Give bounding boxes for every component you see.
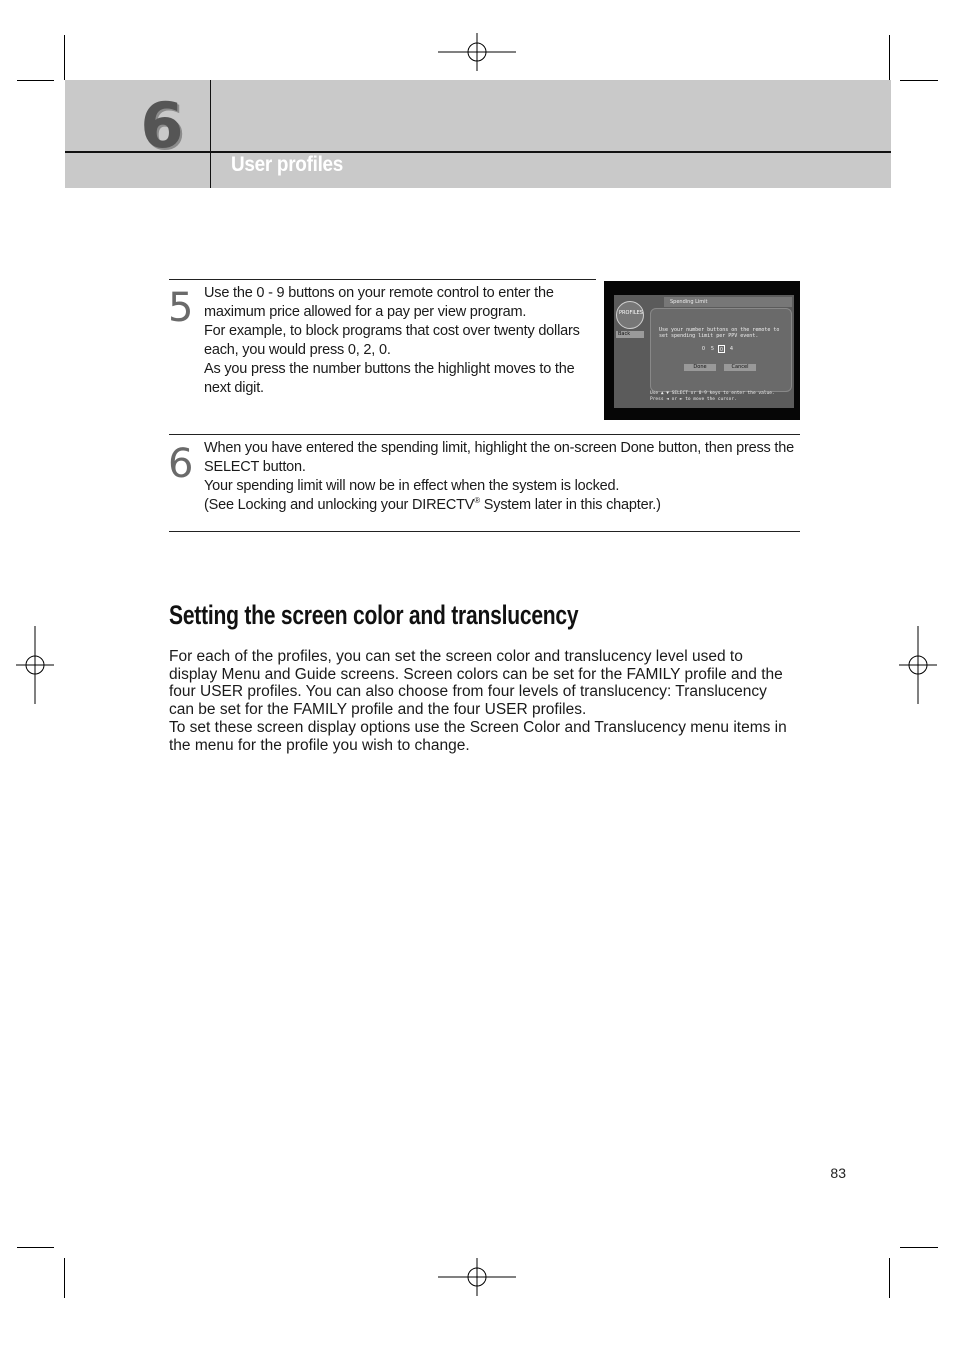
registration-mark-bottom-icon — [438, 1258, 516, 1296]
step-5-text — [204, 284, 592, 398]
crop-mark-top-left-horizontal — [17, 80, 54, 81]
screenshot-digit: 5 — [710, 346, 715, 352]
crop-mark-top-right-horizontal — [900, 80, 938, 81]
section-title: User profiles — [231, 153, 344, 176]
section-body — [169, 648, 789, 754]
crop-mark-bottom-right-horizontal — [900, 1247, 938, 1248]
page-number: 83 — [830, 1165, 846, 1181]
section-paragraph: For each of the profiles, you can set the screen color and translucency level used to display Menu and Guide screens. Screen colors can be set for the FAMILY profile and the four USER profiles. You can also choose from four levels of translucency: Translucency can be set for the FAMILY profile and the four USER profiles. — [169, 648, 783, 719]
step-5-paragraph: For example, to block programs that cost over twenty dollars each, you would press 0, 2, 0. — [204, 323, 580, 358]
spending-limit-screenshot — [604, 281, 800, 420]
screenshot-message: Use your number buttons on the remote to set spending limit per PPV event. — [659, 327, 780, 339]
screenshot-cancel-button: Cancel — [724, 364, 756, 371]
step-6-paragraph: When you have entered the spending limit, highlight the on-screen Done button, then press the SELECT button. — [204, 440, 794, 475]
step-6-paragraph: Your spending limit will now be in effect when the system is locked. — [204, 478, 620, 494]
step-6-note — [204, 496, 796, 515]
step-6-top-rule — [169, 434, 800, 435]
registration-mark-right-icon — [899, 626, 937, 704]
section-paragraph: To set these screen display options use the Screen Color and Translucency menu items in the menu for the profile you wish to change. — [169, 718, 787, 754]
screenshot-header: Spending Limit — [664, 297, 792, 307]
screenshot-back-item: Back — [616, 331, 644, 338]
crop-mark-bottom-right-vertical — [889, 1258, 890, 1298]
screenshot-digit-highlighted: 0 — [719, 347, 724, 353]
step-6-note-prefix: (See Locking and unlocking your DIRECTV — [204, 497, 475, 513]
step-5-number: 5 — [168, 285, 194, 331]
step-6-text — [204, 439, 796, 515]
crop-mark-top-left-vertical — [64, 35, 65, 80]
crop-mark-bottom-left-horizontal — [17, 1247, 54, 1248]
chapter-number: 6 — [140, 89, 184, 162]
registration-mark-left-icon — [16, 626, 54, 704]
section-heading: Setting the screen color and translucency — [169, 600, 579, 630]
step-5-top-rule — [169, 279, 596, 280]
screenshot-done-button: Done — [684, 364, 716, 371]
registered-mark: ® — [474, 496, 480, 506]
registration-mark-top-icon — [438, 33, 516, 71]
screenshot-digit: 0 — [701, 346, 706, 352]
crop-mark-top-right-vertical — [889, 35, 890, 80]
step-5-paragraph: As you press the number buttons the highlight moves to the next digit. — [204, 361, 575, 396]
step-6-number: 6 — [168, 441, 194, 487]
chapter-header-divider — [210, 80, 211, 188]
step-5-paragraph: Use the 0 - 9 buttons on your remote control to enter the maximum price allowed for a pay per view program. — [204, 285, 554, 320]
screenshot-digit: 4 — [729, 346, 734, 352]
crop-mark-bottom-left-vertical — [64, 1258, 65, 1298]
screenshot-footer: Use ▲ ▼ SELECT or 0-9 keys to enter the value. Press ◄ or ► to move the cursor. — [650, 391, 775, 402]
profiles-logo-text: PROFILES — [619, 310, 643, 316]
step-6-note-suffix: System later in this chapter.) — [479, 497, 661, 513]
step-6-bottom-rule — [169, 531, 800, 532]
